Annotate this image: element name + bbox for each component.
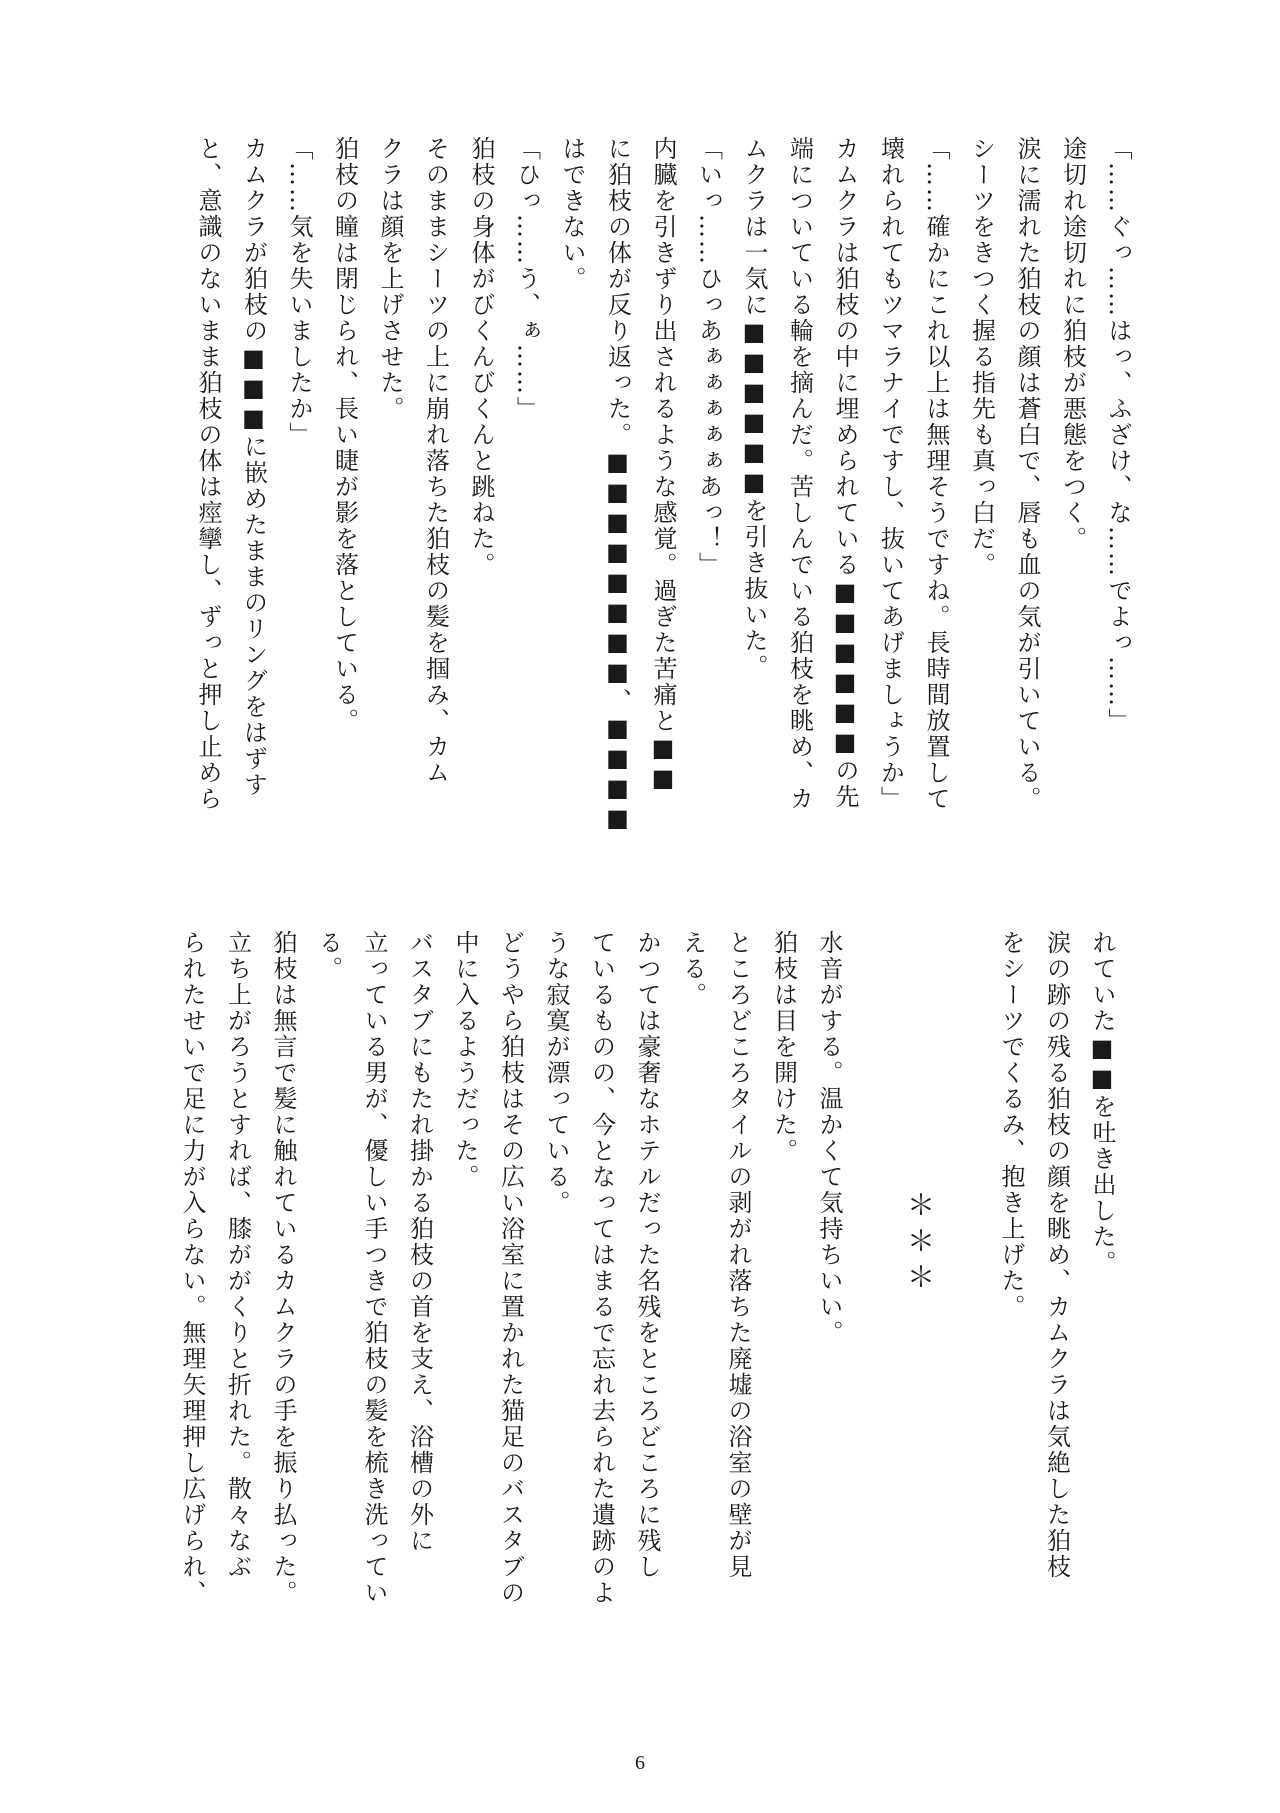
text-line: をシーツでくるみ、抱き上げた。	[997, 930, 1025, 1320]
text-line: 水音がする。温かくて気持ちいい。	[815, 930, 843, 1346]
text-line	[942, 930, 988, 1606]
text-line: 端についている輪を摘んだ。苦しんでいる狛枝を眺め、カ	[785, 136, 814, 812]
text-line: どうやら狛枝はその広い浴室に置かれた猫足のバスタブの	[496, 930, 525, 1606]
text-line: 狛枝は無言で髪に触れているカムクラの手を振り払った。	[269, 930, 297, 1606]
text-line: 途切れ途切れに狛枝が悪態をつく。	[1058, 136, 1087, 552]
text-line: 狛枝の身体がびくんびくんと跳ねた。	[467, 136, 495, 578]
text-line: られたせいで足に力が入らない。無理矢理押し広げられ、	[178, 930, 206, 1606]
text-line: うな寂寞が漂っている。	[542, 930, 570, 1216]
text-line: ているものの、今となってはまるで忘れ去られた遺跡のよ	[587, 930, 616, 1606]
text-line: える。	[678, 930, 707, 1008]
scene-break: ＊＊＊	[903, 1190, 936, 1298]
text-line: カムクラは狛枝の中に埋められている■■■■■■の先	[831, 136, 859, 810]
text-line: 狛枝の瞳は閉じられ、長い睫が影を落としている。	[330, 136, 359, 734]
text-line	[851, 930, 897, 1606]
text-line: 「……ぐっ……はっ、ふざけ、な……でよっ……」	[1104, 136, 1132, 734]
text-line: 「ひっ……う、ぁ……」	[512, 136, 541, 422]
text-line: 狛枝は目を開けた。	[769, 930, 798, 1164]
text-line: 「……確かにこれ以上は無理そうですね。長時間放置して	[922, 136, 950, 812]
text-line: ムクラは一気に■■■■■■を引き抜いた。	[740, 136, 768, 680]
text-line: 「いっ……ひっあぁぁぁぁぁあっ！」	[694, 136, 723, 578]
text-line: はできない。	[558, 136, 586, 292]
text-block-bottom	[169, 930, 1125, 1606]
text-line: 「……気を失いましたか」	[285, 136, 313, 448]
text-line: カムクラが狛枝の■■■に嵌めたままのリングをはずす	[239, 136, 268, 798]
text-line: ところどころタイルの剥がれ落ちた廃墟の浴室の壁が見	[724, 930, 752, 1580]
page-number: 6	[635, 1752, 645, 1774]
text-line: 涙の跡の残る狛枝の顔を眺め、カムクラは気絶した狛枝	[1042, 930, 1071, 1580]
text-block-top	[185, 136, 1141, 834]
text-line: に狛枝の体が反り返った。■■■■■■■■、■■■■	[603, 136, 632, 834]
text-line: バスタブにもたれ掛かる狛枝の首を支え、浴槽の外に	[405, 930, 434, 1554]
text-line: 立っている男が、優しい手つきで狛枝の髪を梳き洗ってい	[360, 930, 388, 1606]
text-line: 涙に濡れた狛枝の顔は蒼白で、唇も血の気が引いている。	[1013, 136, 1041, 812]
text-line: そのままシーツの上に崩れ落ちた狛枝の髪を掴み、カム	[421, 136, 450, 786]
text-line: 内臓を引きずり出されるような感覚。過ぎた苦痛と■■	[649, 136, 677, 794]
text-line: 立ち上がろうとすれば、膝ががくりと折れた。散々なぶ	[223, 930, 252, 1580]
text-line: シーツをきつく握る指先も真っ白だ。	[967, 136, 996, 578]
text-line: 壊れられてもツマラナイですし、抜いてあげましょうか」	[876, 136, 905, 812]
text-line: れていた■■を吐き出した。	[1088, 930, 1116, 1276]
text-line: と、意識のないまま狛枝の体は痙攣し、ずっと押し止めら	[194, 136, 222, 812]
text-line: かつては豪奢なホテルだった名残をところどころに残し	[633, 930, 661, 1580]
text-line: クラは顔を上げさせた。	[376, 136, 404, 422]
text-line: 中に入るようだった。	[451, 930, 479, 1190]
text-line: る。	[314, 930, 343, 982]
